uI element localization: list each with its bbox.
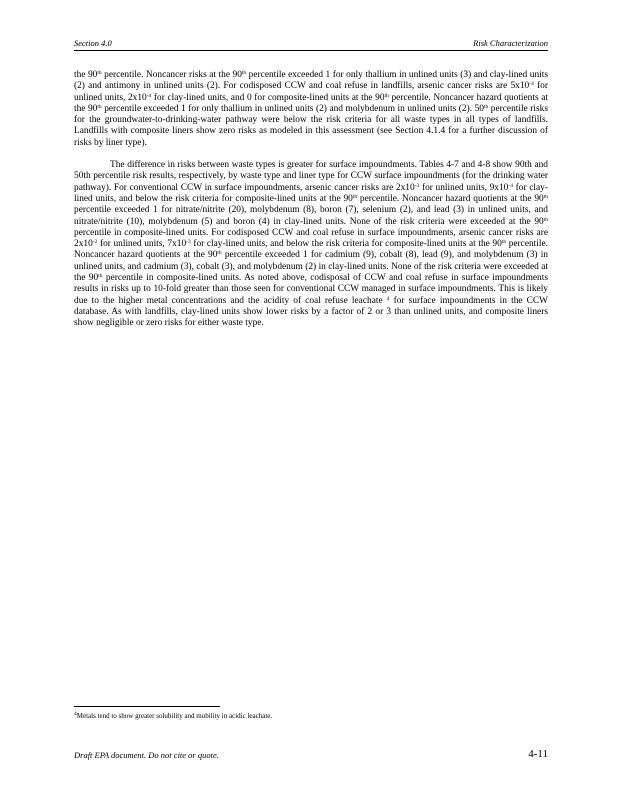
superscript: th: [543, 216, 548, 223]
superscript: -3: [414, 182, 420, 189]
superscript: th: [384, 92, 389, 99]
running-header: [74, 38, 548, 51]
superscript: -2: [92, 239, 98, 246]
page-footer: [74, 748, 548, 762]
superscript: -3: [186, 239, 191, 246]
header-section-label: Section 4.0: [74, 38, 112, 48]
superscript: -4: [508, 182, 513, 189]
superscript: th: [97, 103, 102, 110]
superscript: 4: [386, 295, 390, 302]
superscript: th: [483, 103, 489, 110]
footnote-divider: [74, 706, 220, 707]
superscript: th: [98, 273, 103, 280]
superscript: th: [352, 193, 358, 200]
superscript: th: [501, 239, 507, 246]
draft-notice: Draft EPA document. Do not cite or quote.: [74, 750, 219, 760]
paragraph-1: the 90th percentile. Noncancer risks at the 90th percentile exceeded 1 for only thallium in unlined units (3) and clay-lined units (2) and antimony in unlined units (2). For codisposed CCW and coal refuse in landfills, arsenic cancer risks are $5x10^{-4}$ for unlined units, $2x10^{-4}$ for clay-lined units, and 0 for composite-lined units at the 90th percentile. Noncancer hazard quotients at the 90th percentile exceeded 1 for only thallium in unlined units (2) and molybdenum in unlined units (2). 50th percentile risks for the groundwater-to-drinking-water pathway were below the risk criteria for all waste types in all types of landfills. Landfills with composite liners show zero risks as modeled in this assessment (see Section 4.1.4 for a further discussion of risks by liner type).: [74, 70, 548, 148]
footnote-marker: 4: [74, 711, 77, 717]
footnote-text: Metals tend to show greater solubility and mobility in acidic leachate.: [76, 712, 273, 720]
superscript: -4: [529, 81, 534, 88]
superscript: -4: [146, 92, 152, 99]
footnote: [74, 712, 548, 720]
superscript: th: [241, 70, 247, 76]
body-text: [74, 70, 548, 330]
page-number: 4-11: [528, 748, 548, 760]
superscript: th: [217, 250, 222, 257]
superscript: th: [543, 193, 548, 200]
paragraph-2: The difference in risks between waste types is greater for surface impoundments. Tables 4-7 and 4-8 show 90th and 50th percentile risk results, respectively, by waste type and liner type for CCW surface impoundments (for the drinking water pathway). For conventional CCW in surface impoundments, arsenic cancer risks are $2x10^{-3}$ for unlined units, $9x10^{-4}$ for clay-lined units, and below the risk criteria for composite-lined units at the 90th percentile. Noncancer hazard quotients at the 90th percentile exceeded 1 for nitrate/nitrite (20), molybdenum (8), boron (7), selenium (2), and lead (3) in unlined units, and nitrate/nitrite (10), molybdenum (5) and boron (4) in clay-lined units. None of the risk criteria were exceeded at the 90th percentile in composite-lined units. For codisposed CCW and coal refuse in surface impoundments, arsenic cancer risks are $2x10^{-2}$ for unlined units, $7x10^{-3}$ for clay-lined units, and below the risk criteria for composite-lined units at the 90th percentile. Noncancer hazard quotients at the 90th percentile exceeded 1 for cadmium (9), cobalt (8), lead (9), and molybdenum (3) in unlined units, and cadmium (3), cobalt (3), and molybdenum (2) in clay-lined units. None of the risk criteria were exceeded at the 90th percentile in composite-lined units. As noted above, codisposal of CCW and coal refuse in surface impoundments results in risks up to 10-fold greater than those seen for conventional CCW managed in surface impoundments. This is likely due to the higher metal concentrations and the acidity of coal refuse leachate $^4$ for surface impoundments in the CCW database. As with landfills, clay-lined units show lower risks by a factor of 2 or 3 than unlined units, and composite liners show negligible or zero risks for either waste type.: [74, 160, 549, 329]
header-title: Risk Characterization: [473, 38, 548, 48]
superscript: th: [97, 70, 102, 76]
